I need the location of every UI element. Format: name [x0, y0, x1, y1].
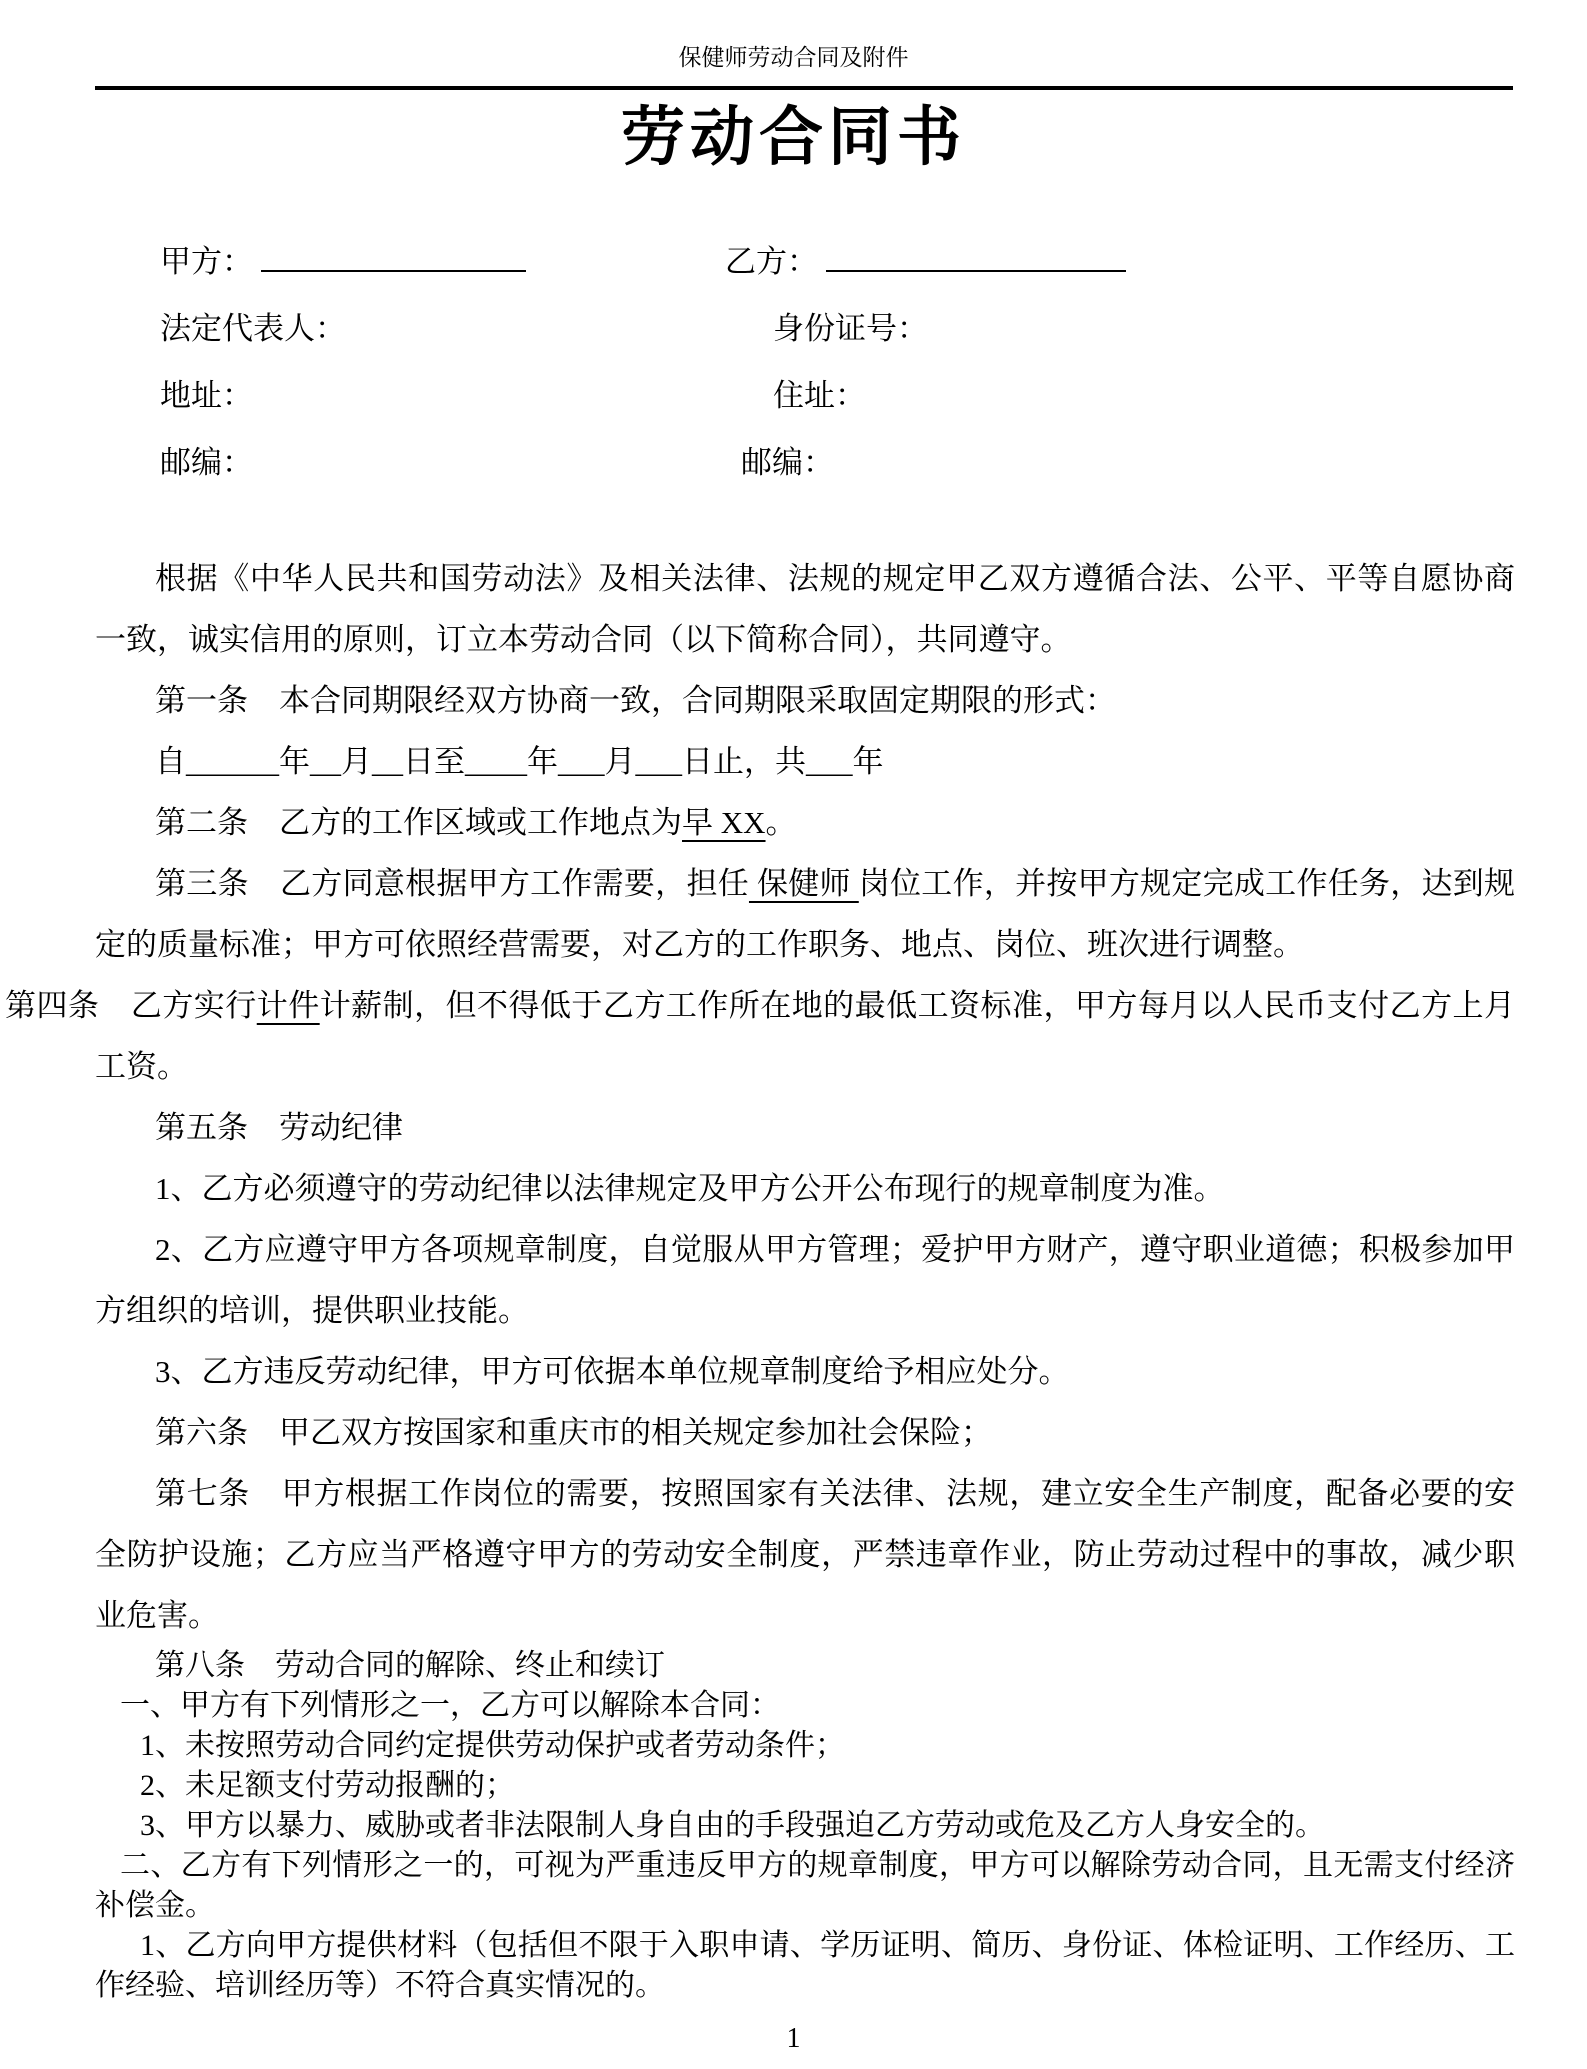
clause-7: 第七条 甲方根据工作岗位的需要，按照国家有关法律、法规，建立安全生产制度，配备必要的安全防护设施；乙方应当严格遵守甲方的劳动安全制度，严禁违章作业，防止劳动过程中的事故，减少职业危害。 [95, 1476, 1515, 1633]
clause-8-part-2: 二、乙方有下列情形之一的，可视为严重违反甲方的规章制度，甲方可以解除劳动合同，且无需支付经济补偿金。 [95, 1849, 1515, 1922]
clause-5-item-1: 1、乙方必须遵守的劳动纪律以法律规定及甲方公开公布现行的规章制度为准。 [155, 1171, 1225, 1206]
residence-label: 住址： [773, 378, 866, 413]
work-location-value: 早 XX [682, 805, 766, 840]
pay-method-value: 计件 [256, 988, 320, 1023]
clause-2-post: 。 [765, 805, 797, 840]
clause-3-pre: 第三条 乙方同意根据甲方工作需要，担任 [155, 866, 749, 901]
party-b-field [725, 236, 1126, 281]
running-header: 保健师劳动合同及附件 [678, 45, 909, 70]
clause-8-part-1: 一、甲方有下列情形之一，乙方可以解除本合同： [120, 1689, 780, 1722]
document-title: 劳动合同书 [621, 101, 966, 173]
clause-8-part-1-item-1: 1、未按照劳动合同约定提供劳动保护或者劳动条件； [140, 1729, 845, 1762]
party-b-blank[interactable] [826, 241, 1126, 272]
intro-paragraph: 根据《中华人民共和国劳动法》及相关法律、法规的规定甲乙双方遵循合法、公平、平等自愿协商一致，诚实信用的原则，订立本劳动合同（以下简称合同），共同遵守。 [95, 561, 1515, 657]
clause-3 [95, 853, 1515, 975]
clause-1: 第一条 本合同期限经双方协商一致，合同期限采取固定期限的形式： [155, 683, 1116, 718]
form-row-parties [0, 224, 1587, 291]
clause-6: 第六条 甲乙双方按国家和重庆市的相关规定参加社会保险； [155, 1415, 992, 1450]
page-number: 1 [786, 2023, 801, 2054]
clause-8-part-1-item-3: 3、甲方以暴力、威胁或者非法限制人身自由的手段强迫乙方劳动或危及乙方人身安全的。 [140, 1809, 1325, 1842]
clause-5: 第五条 劳动纪律 [155, 1110, 403, 1145]
clause-2 [95, 792, 1515, 853]
form-row-legal-rep [0, 291, 1587, 358]
form-row-address [0, 358, 1587, 425]
clause-8-part-2-item-1: 1、乙方向甲方提供材料（包括但不限于入职申请、学历证明、简历、身份证、体检证明、工作经历、工作经验、培训经历等）不符合真实情况的。 [95, 1929, 1515, 2002]
parties-form [0, 224, 1587, 492]
party-a-blank[interactable] [261, 241, 526, 272]
address-label: 地址： [160, 378, 253, 413]
party-a-label: 甲方： [160, 244, 253, 279]
postcode-a-label: 邮编： [160, 445, 253, 480]
legal-rep-label: 法定代表人： [160, 311, 346, 346]
party-a-field [160, 236, 526, 281]
clause-4-pre: 第四条 乙方实行 [5, 988, 257, 1023]
postcode-b-label: 邮编： [741, 445, 834, 480]
clause-8: 第八条 劳动合同的解除、终止和续订 [155, 1649, 665, 1682]
clause-4 [5, 975, 1516, 1097]
clause-5-item-2: 2、乙方应遵守甲方各项规章制度，自觉服从甲方管理；爱护甲方财产，遵守职业道德；积极参加甲方组织的培训，提供职业技能。 [95, 1232, 1515, 1328]
clause-8-part-1-item-2: 2、未足额支付劳动报酬的； [140, 1769, 515, 1802]
header-rule [95, 86, 1513, 90]
party-b-label: 乙方： [725, 244, 818, 279]
clause-5-item-3: 3、乙方违反劳动纪律，甲方可依据本单位规章制度给予相应处分。 [155, 1354, 1070, 1389]
form-row-postcode [0, 425, 1587, 492]
contract-body [5, 548, 1516, 1646]
term-line: 自______年__月__日至____年___月___日止，共___年 [155, 744, 884, 779]
clause-2-pre: 第二条 乙方的工作区域或工作地点为 [155, 805, 682, 840]
clause-4-post: 计薪制，但不得低于乙方工作所在地的最低工资标准，甲方每月以人民币支付乙方上月工资。 [95, 988, 1516, 1084]
job-title-value: 保健师 [748, 866, 859, 901]
id-number-label: 身份证号： [773, 311, 928, 346]
termination-section [95, 1646, 1515, 2006]
clause-3-post: 岗位工作，并按甲方规定完成工作任务，达到规定的质量标准；甲方可依照经营需要，对乙方的工作职务、地点、岗位、班次进行调整。 [95, 866, 1516, 962]
